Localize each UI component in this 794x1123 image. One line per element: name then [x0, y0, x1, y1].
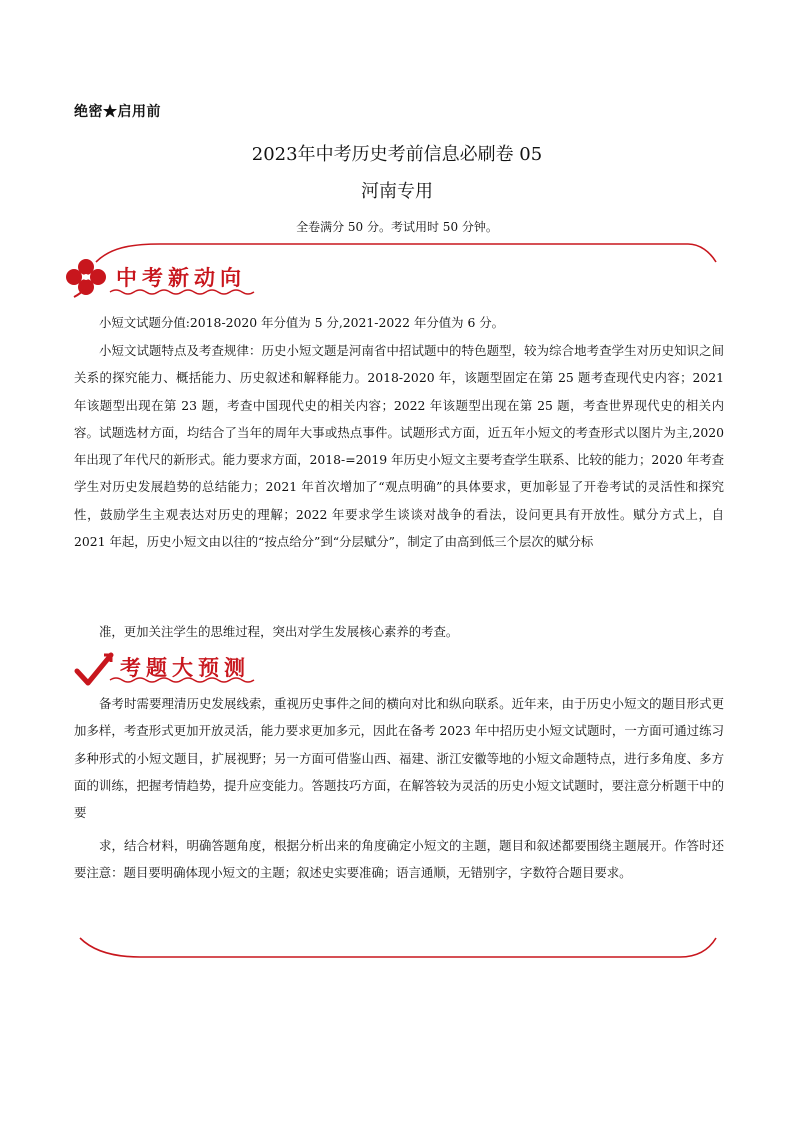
paragraph: 小短文试题分值:2018-2020 年分值为 5 分,2021-2022 年分值为 6 分。: [99, 315, 505, 330]
page-subtitle: 河南专用: [361, 181, 433, 202]
confidential-label: 绝密★启用前: [74, 104, 161, 120]
paragraph: 准，更加关注学生的思维过程，突出对学生发展核心素养的考查。: [99, 624, 459, 639]
section-heading-trends: 中考新动向: [116, 266, 246, 290]
paragraph: 备考时需要理清历史发展线索，重视历史事件之间的横向对比和纵向联系。近年来，由于历史小短文的题目形式更加多样，考查形式更加开放灵活，能力要求更加多元，因此在备考 2023 年中招历史小短文试题时，一方面可通过练习多种形式的小短文题目，扩展视野；另一方面可借鉴山西、福建、浙江安徽等地的小短文命题特点，进行多角度、多方面的训练，把握考情趋势，提升应变能力。答题技巧方面，在解答较为灵活的历史小短文试题时，要注意分析题干中的要: [74, 696, 724, 821]
page-title: 2023年中考历史考前信息必刷卷 05: [251, 144, 543, 165]
paragraph: 求，结合材料，明确答题角度，根据分析出来的角度确定小短文的主题，题目和叙述都要围绕主题展开。作答时还要注意：题目要明确体现小短文的主题；叙述史实要准确；语言通顺，无错别字，字数符合题目要求。: [74, 838, 724, 881]
four-leaf-clover-icon: [64, 258, 108, 298]
section-heading-predictions: 考题大预测: [120, 656, 250, 680]
check-mark-icon: [74, 651, 114, 687]
score-note: 全卷满分 50 分。考试用时 50 分钟。: [296, 220, 498, 234]
paragraph: 小短文试题特点及考查规律：历史小短文题是河南省中招试题中的特色题型，较为综合地考查学生对历史知识之间关系的探究能力、概括能力、历史叙述和解释能力。2018-2020 年，该题型固定在第 25 题考查现代史内容；2021 年该题型出现在第 23 题，考查中国现代史的相关内容；2022 年该题型出现在第 25 题，考查世界现代史的相关内容。试题选材方面，均结合了当年的周年大事或热点事件。试题形式方面，近五年小短文的考查形式以图片为主,2020 年出现了年代尺的新形式。能力要求方面，2018-=2019 年历史小短文主要考查学生联系、比较的能力；2020 年考查学生对历史发展趋势的总结能力；2021 年首次增加了“观点明确”的具体要求，更加彰显了开卷考试的灵活性和探究性，鼓励学生主观表达对历史的理解；2022 年要求学生谈谈对战争的看法，设问更具有开放性。赋分方式上，自 2021 年起，历史小短文由以往的“按点给分”到“分层赋分”，制定了由高到低三个层次的赋分标: [74, 343, 724, 550]
